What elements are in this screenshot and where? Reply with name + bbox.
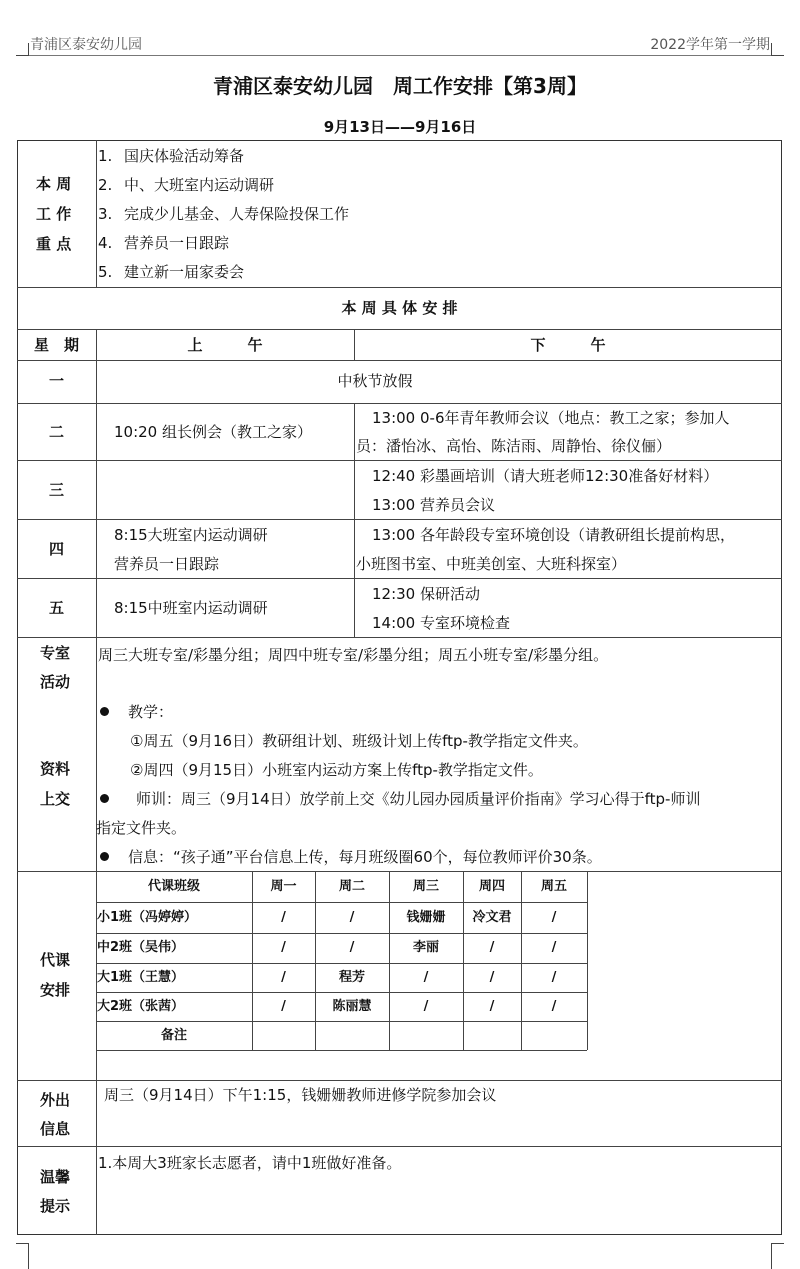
focus-item-num: 4. <box>98 234 113 252</box>
day-wed: 三 <box>48 481 64 499</box>
focus-item-num: 2. <box>98 176 113 194</box>
tue-pm-line2: 员：潘怡冰、高怡、陈洁雨、周静怡、徐仪俪） <box>356 437 672 455</box>
sub-cell: / <box>281 970 286 985</box>
sub-cell: / <box>551 940 557 955</box>
header-term: 2022学年第一学期 <box>650 37 770 53</box>
tue-pm-line1: 13:00 0-6年青年教师会议（地点：教工之家；参加人 <box>372 409 730 427</box>
thu-am-line2: 营养员一日跟踪 <box>114 555 220 573</box>
focus-item: 建立新一届家委会 <box>124 263 245 281</box>
substitute-label: 安排 <box>40 981 71 999</box>
day-mon: 一 <box>48 372 64 390</box>
focus-item: 国庆体验活动筹备 <box>124 147 245 165</box>
sub-cell: / <box>423 970 429 985</box>
focus-item: 完成少儿基金、人寿保险投保工作 <box>124 205 350 223</box>
sub-cell: / <box>551 910 557 925</box>
fri-pm-line1: 12:30 保研活动 <box>372 585 480 603</box>
corner-mark <box>16 1243 29 1269</box>
sub-class: 大1班（王慧） <box>97 970 185 985</box>
page-title: 青浦区泰安幼儿园 周工作安排【第3周】 <box>213 74 587 98</box>
tue-am: 10:20 组长例会（教工之家） <box>114 423 312 441</box>
docs-teaching-item: ①周五（9月16日）教研组计划、班级计划上传ftp-教学指定文件夹。 <box>130 732 588 750</box>
focus-item-num: 3. <box>98 205 113 223</box>
focus-label: 工 作 <box>36 205 72 223</box>
sub-header: 周五 <box>540 879 567 894</box>
sub-class: 中2班（吴伟） <box>97 940 185 955</box>
thu-pm-line1: 13:00 各年龄段专室环境创设（请教研组长提前构思， <box>372 526 735 544</box>
sub-cell: / <box>281 910 286 925</box>
sub-cell: / <box>551 970 557 985</box>
docs-teaching: 教学： <box>128 703 174 721</box>
sub-cell: 陈丽慧 <box>332 999 372 1014</box>
substitute-label: 代课 <box>40 951 71 969</box>
special-label: 专室 <box>40 644 71 662</box>
tips-label: 提示 <box>40 1197 71 1215</box>
date-range: 9月13日——9月16日 <box>323 118 477 136</box>
special-text: 周三大班专室/彩墨分组；周四中班专室/彩墨分组；周五小班专室/彩墨分组。 <box>98 646 609 664</box>
sub-class: 大2班（张茜） <box>97 999 185 1014</box>
day-fri: 五 <box>48 599 64 617</box>
thu-pm-line2: 小班图书室、中班美创室、大班科探室） <box>356 555 627 573</box>
col-day-header: 星 期 <box>33 336 79 354</box>
docs-teaching-item: ②周四（9月15日）小班室内运动方案上传ftp-教学指定文件。 <box>130 761 543 779</box>
header-school: 青浦区泰安幼儿园 <box>30 37 142 53</box>
tips-label: 温馨 <box>40 1168 71 1186</box>
sub-cell: 冷文君 <box>472 910 512 925</box>
focus-item-num: 5. <box>98 263 113 281</box>
special-label: 活动 <box>40 673 71 691</box>
docs-training-line2: 指定文件夹。 <box>96 819 187 837</box>
sub-cell: / <box>489 940 495 955</box>
sub-cell: / <box>551 999 557 1014</box>
sub-header: 周三 <box>412 879 439 894</box>
corner-mark <box>771 1243 784 1269</box>
sub-cell: 李丽 <box>412 940 439 955</box>
sub-cell: / <box>349 910 355 925</box>
docs-training-line1: 师训：周三（9月14日）放学前上交《幼儿园办园质量评价指南》学习心得于ftp-师训 <box>136 790 701 808</box>
schedule-section-title: 本 周 具 体 安 排 <box>341 299 458 317</box>
sub-header: 周四 <box>478 879 505 894</box>
sub-cell: / <box>281 940 286 955</box>
docs-label: 资料 <box>40 760 71 778</box>
docs-label: 上交 <box>40 790 71 808</box>
focus-label: 本 周 <box>36 175 72 193</box>
bullet-icon <box>100 852 109 861</box>
fri-pm-line2: 14:00 专室环境检查 <box>372 614 510 632</box>
sub-cell: / <box>281 999 286 1014</box>
outing-label: 信息 <box>40 1120 71 1138</box>
sub-cell: 程芳 <box>338 970 365 985</box>
focus-item: 营养员一日跟踪 <box>124 234 230 252</box>
tips-text: 1.本周大3班家长志愿者，请中1班做好准备。 <box>98 1154 402 1172</box>
col-am-header: 上 午 <box>187 336 263 354</box>
focus-label: 重 点 <box>36 235 72 253</box>
focus-item: 中、大班室内运动调研 <box>124 176 275 194</box>
sub-cell: / <box>423 999 429 1014</box>
sub-note: 备注 <box>160 1028 187 1043</box>
wed-pm-line2: 13:00 营养员会议 <box>372 496 495 514</box>
focus-item-num: 1. <box>98 147 113 165</box>
sub-cell: 钱姗姗 <box>406 910 446 925</box>
col-pm-header: 下 午 <box>530 336 606 354</box>
wed-pm-line1: 12:40 彩墨画培训（请大班老师12:30准备好材料） <box>372 467 719 485</box>
mon-holiday: 中秋节放假 <box>337 372 413 390</box>
sub-cell: / <box>349 940 355 955</box>
bullet-icon <box>100 794 109 803</box>
bullet-icon <box>100 707 109 716</box>
outing-label: 外出 <box>40 1091 71 1109</box>
day-tue: 二 <box>48 423 64 441</box>
sub-class: 小1班（冯婷婷） <box>97 910 198 925</box>
sub-cell: / <box>489 970 495 985</box>
sub-header: 周二 <box>338 879 365 894</box>
sub-header: 代课班级 <box>147 879 200 894</box>
sub-cell: / <box>489 999 495 1014</box>
sub-header: 周一 <box>270 879 297 894</box>
day-thu: 四 <box>48 540 64 558</box>
thu-am-line1: 8:15大班室内运动调研 <box>114 526 268 544</box>
fri-am: 8:15中班室内运动调研 <box>114 599 268 617</box>
outing-text: 周三（9月14日）下午1:15，钱姗姗教师进修学院参加会议 <box>104 1086 497 1104</box>
docs-info: 信息：“孩子通”平台信息上传，每月班级圈60个，每位教师评价30条。 <box>128 848 602 866</box>
